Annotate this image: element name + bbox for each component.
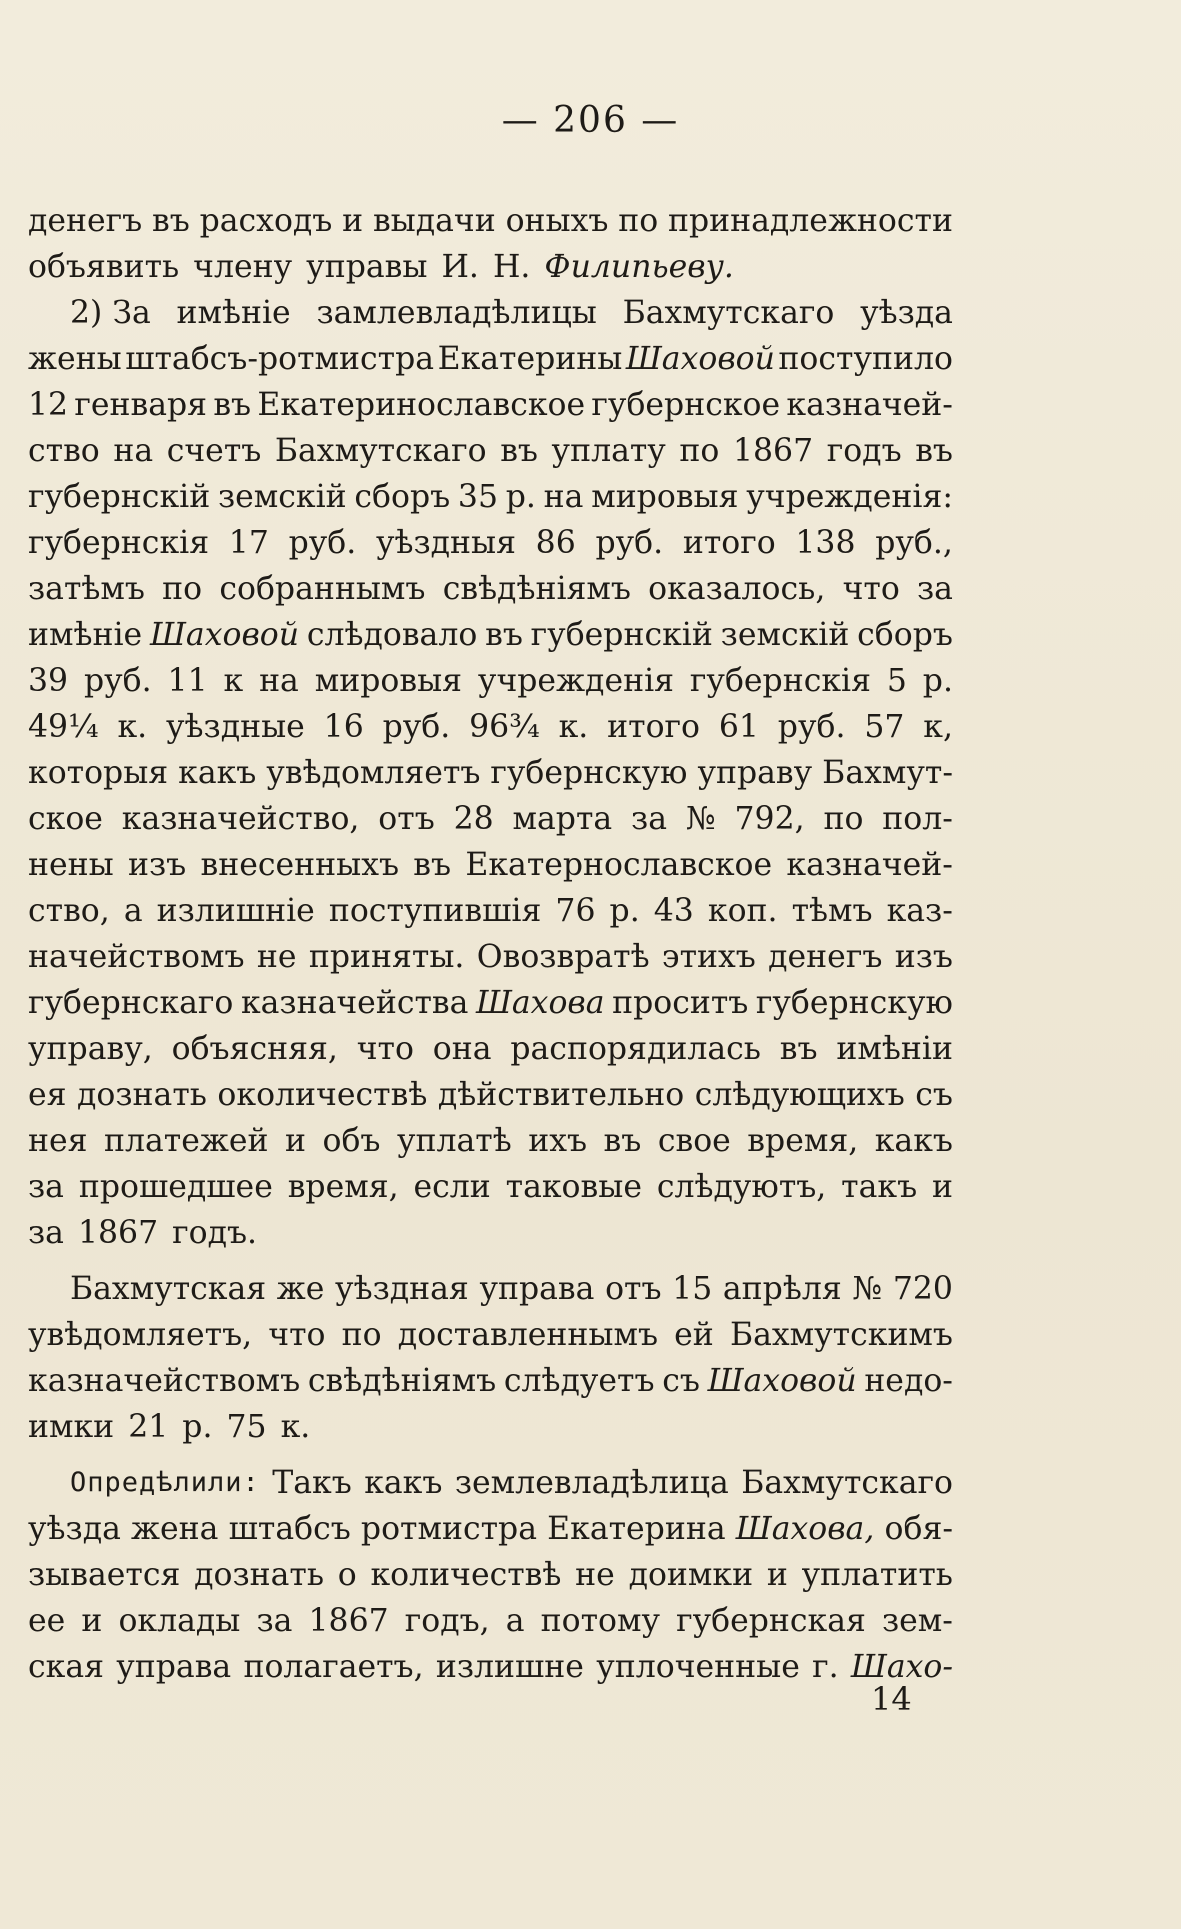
word: отъ (605, 1271, 662, 1307)
word: губернскій (28, 479, 211, 515)
word: уѣздная (335, 1271, 469, 1307)
text-line (28, 290, 953, 336)
word: губернское (591, 387, 781, 423)
word: если (413, 1169, 491, 1205)
word: потому (540, 1603, 660, 1639)
word: денегъ (28, 203, 143, 239)
word: изъ (894, 939, 953, 975)
word: годъ (826, 433, 902, 469)
word: по (341, 1317, 382, 1353)
word: губернскія (689, 663, 871, 699)
signature-mark: 14 (871, 1680, 912, 1718)
word: за (28, 1215, 64, 1251)
word: ское (28, 801, 103, 837)
word: свѣдѣніямъ (307, 1363, 497, 1399)
word: годъ, (404, 1603, 490, 1639)
word: сборъ (857, 617, 953, 653)
word: генваря (74, 387, 208, 423)
text-line (28, 1118, 953, 1164)
word: за (28, 1169, 64, 1205)
word: 61 (718, 709, 759, 745)
word: проситъ (612, 985, 749, 1021)
word: ее (28, 1603, 66, 1639)
word: зывается (28, 1557, 181, 1593)
word: изъ (127, 847, 187, 883)
word: годъ. (172, 1215, 258, 1251)
word: слѣдуютъ, (656, 1169, 827, 1205)
word: губернскій (530, 617, 713, 653)
text-line (28, 244, 953, 290)
word: казначей- (786, 387, 953, 423)
word: Шаховой (625, 341, 775, 377)
word: 792, (734, 801, 805, 837)
text-line (28, 336, 953, 382)
word: штабсъ (228, 1511, 351, 1547)
word: доставленнымъ (397, 1317, 658, 1353)
text-line (28, 980, 953, 1026)
word: въ (500, 433, 538, 469)
word: Бахмутскимъ (729, 1317, 953, 1353)
paragraph-gap (28, 1450, 953, 1460)
word: казначейство, (121, 801, 360, 837)
word: р. (182, 1409, 213, 1445)
word: сборъ (354, 479, 451, 515)
word: Бахмутскаго (741, 1465, 953, 1501)
word: И. (441, 249, 479, 285)
paragraph-gap (28, 1256, 953, 1266)
word: увѣдомляетъ (266, 755, 481, 791)
word: 15 (672, 1271, 713, 1307)
text-line (28, 1598, 953, 1644)
word: р. (609, 893, 640, 929)
word: она (432, 1031, 492, 1067)
word: такъ (841, 1169, 918, 1205)
word: Овозвратѣ (476, 939, 650, 975)
word: 1867 (308, 1603, 389, 1639)
word: губернскаго (28, 985, 234, 1021)
word: которыя (28, 755, 169, 791)
word: ихъ (528, 1123, 588, 1159)
word: члену (193, 249, 293, 285)
word: землевладѣлица (454, 1465, 729, 1501)
word: мировыя (591, 479, 739, 515)
word: 2) За (70, 295, 151, 331)
word: объ (322, 1123, 381, 1159)
word: дознать (77, 1077, 207, 1113)
text-line (28, 1312, 953, 1358)
word: губернская (676, 1603, 866, 1639)
text-line (28, 428, 953, 474)
word: замлевладѣлицы (316, 295, 597, 331)
text-line (28, 1404, 953, 1450)
word: счетъ (166, 433, 262, 469)
word: Шахова, (735, 1511, 875, 1547)
word: 57 (864, 709, 905, 745)
text-line (28, 1210, 953, 1256)
word: распорядилась (510, 1031, 761, 1067)
word: уплату (551, 433, 666, 469)
word: штабсъ-ротмистра (125, 341, 435, 377)
word: Шахо- (850, 1649, 953, 1685)
word: какъ (874, 1123, 953, 1159)
word: какъ (364, 1465, 443, 1501)
text-line (28, 1552, 953, 1598)
word: 138 (795, 525, 856, 561)
word: уплоченные (596, 1649, 800, 1685)
text-line (28, 520, 953, 566)
word: время, (287, 1169, 399, 1205)
word: 76 (555, 893, 596, 929)
word: тѣмъ (791, 893, 873, 929)
word: зем- (881, 1603, 953, 1639)
word: этихъ (661, 939, 756, 975)
word: въ (779, 1031, 818, 1067)
word: к (223, 663, 244, 699)
word: управа (116, 1649, 232, 1685)
word: по (162, 571, 203, 607)
word: а (123, 893, 143, 929)
word: доимки (628, 1557, 754, 1593)
word: слѣдующихъ (694, 1077, 905, 1113)
word: управа (479, 1271, 595, 1307)
text-line (28, 198, 953, 244)
word: въ (603, 1123, 642, 1159)
word: денегъ (768, 939, 883, 975)
word: за (256, 1603, 293, 1639)
word: земскій (720, 617, 850, 653)
text-line (28, 888, 953, 934)
word: на (113, 433, 154, 469)
word: оныхъ (505, 203, 609, 239)
word: руб. (382, 709, 451, 745)
word: казначейства (240, 985, 469, 1021)
body-text (28, 198, 953, 1690)
word: Екатерины (437, 341, 623, 377)
word: руб. (777, 709, 846, 745)
word: казначей- (786, 847, 953, 883)
word: что (356, 1031, 414, 1067)
word: Шаховой (149, 617, 300, 653)
word: въ (915, 433, 953, 469)
word: расходъ (199, 203, 333, 239)
text-line (28, 1460, 953, 1506)
word: и (931, 1169, 953, 1205)
word: руб. (288, 525, 357, 561)
word: г. (812, 1649, 839, 1685)
word: Филипьеву. (544, 249, 734, 285)
word: что (268, 1317, 326, 1353)
word: к. (558, 709, 589, 745)
word: увѣдомляетъ, (28, 1317, 253, 1353)
word: 43 (653, 893, 694, 929)
text-line (28, 566, 953, 612)
word: 16 (323, 709, 364, 745)
word: губернскія (28, 525, 210, 561)
word: управу, (28, 1031, 153, 1067)
word: не (575, 1557, 615, 1593)
word: какъ (178, 755, 257, 791)
word: пол- (882, 801, 953, 837)
word: р. (922, 663, 953, 699)
word: за (917, 571, 953, 607)
word: Бахмут- (822, 755, 953, 791)
word: 17 (228, 525, 269, 561)
word: нея (28, 1123, 88, 1159)
word: Н. (492, 249, 531, 285)
word: принадлежности (667, 203, 953, 239)
word: уѣздные (166, 709, 305, 745)
word: излишніе (156, 893, 315, 929)
word: съ (662, 1363, 700, 1399)
word: Шахова (475, 985, 605, 1021)
word: № (852, 1271, 883, 1307)
text-line (28, 612, 953, 658)
word: Екатерина (547, 1511, 726, 1547)
text-line (28, 658, 953, 704)
word: свое (657, 1123, 731, 1159)
word: итого (607, 709, 701, 745)
word: Екатерноcлавское (465, 847, 773, 883)
word: имки (28, 1409, 115, 1445)
word: жены (28, 341, 122, 377)
word: ство, (28, 893, 110, 929)
word: 1867 (77, 1215, 159, 1251)
word: р. (505, 479, 536, 515)
word: итого (682, 525, 776, 561)
word: съ (915, 1077, 953, 1113)
word: ская (28, 1649, 104, 1685)
text-line (28, 934, 953, 980)
word: слѣдуетъ (503, 1363, 655, 1399)
word: свѣдѣніямъ (442, 571, 631, 607)
word: оказалось, (648, 571, 826, 607)
word: поступило (778, 341, 953, 377)
text-line (28, 1644, 953, 1690)
word: 39 (28, 663, 69, 699)
word: ство (28, 433, 100, 469)
word: 720 (892, 1271, 953, 1307)
word: имѣніе (28, 617, 143, 653)
word: управы (306, 249, 428, 285)
word: въ (213, 387, 252, 423)
word: приняты. (308, 939, 465, 975)
word: Шаховой (707, 1363, 857, 1399)
word: выдачи (372, 203, 496, 239)
word: отъ (378, 801, 435, 837)
word: 12 (28, 387, 69, 423)
word: Екатеринославское (257, 387, 586, 423)
word: излишне (435, 1649, 584, 1685)
word: дѣйствительно (437, 1077, 685, 1113)
word: 5 (886, 663, 907, 699)
word: же (276, 1271, 325, 1307)
word: к, (923, 709, 953, 745)
word: 35 (457, 479, 499, 515)
text-line (28, 750, 953, 796)
word: 86 (535, 525, 576, 561)
word: жена (131, 1511, 219, 1547)
word: поступившія (328, 893, 542, 929)
word: на (259, 663, 299, 699)
text-line (28, 382, 953, 428)
word: губернскую (490, 755, 688, 791)
word: Бахмутская (70, 1271, 267, 1307)
word: 96¾ (469, 709, 540, 745)
word: уѣздныя (375, 525, 516, 561)
word: каз- (886, 893, 953, 929)
word: 21 (128, 1409, 169, 1445)
word: количествѣ (370, 1557, 562, 1593)
word: руб. (83, 663, 152, 699)
word: марта (512, 801, 613, 837)
word: губернскую (755, 985, 953, 1021)
word: учрежденія: (746, 479, 953, 515)
text-line (28, 474, 953, 520)
word: и (766, 1557, 788, 1593)
word: нены (28, 847, 114, 883)
word: недо- (864, 1363, 953, 1399)
word: прошедшее (78, 1169, 273, 1205)
word: к. (117, 709, 148, 745)
text-line (28, 1072, 953, 1118)
word: внесенныхъ (200, 847, 400, 883)
word: руб., (875, 525, 953, 561)
word: 11 (167, 663, 208, 699)
word: затѣмъ (28, 571, 145, 607)
word: ротмистра (360, 1511, 537, 1547)
word: Такъ (272, 1465, 352, 1501)
text-line (28, 1506, 953, 1552)
word: по (679, 433, 720, 469)
word: № (685, 801, 716, 837)
word: земскій (217, 479, 347, 515)
word: объявить (28, 249, 180, 285)
text-line (28, 1358, 953, 1404)
word: мировыя (314, 663, 463, 699)
word: 28 (453, 801, 494, 837)
word: ей (674, 1317, 714, 1353)
word: за (631, 801, 667, 837)
word: 1867 (732, 433, 814, 469)
word: управу (697, 755, 813, 791)
word: 75 (226, 1409, 267, 1445)
word: уплатить (801, 1557, 953, 1593)
word: слѣдовало (306, 617, 478, 653)
word: оклады (118, 1603, 241, 1639)
word: обя- (884, 1511, 953, 1547)
word: не (256, 939, 297, 975)
word: полагаетъ, (243, 1649, 424, 1685)
word: объясняя, (171, 1031, 338, 1067)
word: и (81, 1603, 103, 1639)
word: имѣніи (836, 1031, 953, 1067)
word: въ (485, 617, 523, 653)
word: по (823, 801, 864, 837)
word: въ (413, 847, 452, 883)
word: коп. (707, 893, 778, 929)
word: имѣніе (176, 295, 291, 331)
word: что (842, 571, 900, 607)
word: собраннымъ (219, 571, 426, 607)
word: учрежденія (477, 663, 675, 699)
word: о (337, 1557, 357, 1593)
word: платежей (104, 1123, 269, 1159)
text-line (28, 796, 953, 842)
word: уплатѣ (396, 1123, 512, 1159)
word: уѣзда (860, 295, 953, 331)
word: ея (28, 1077, 67, 1113)
word: казначействомъ (28, 1363, 301, 1399)
word: околичествѣ (217, 1077, 428, 1113)
page-number: — 206 — (501, 100, 680, 141)
word: и (342, 203, 364, 239)
word: 49¼ (28, 709, 99, 745)
word: начействомъ (28, 939, 245, 975)
text-line (28, 842, 953, 888)
text-line (28, 704, 953, 750)
word: к. (280, 1409, 311, 1445)
word: таковые (505, 1169, 642, 1205)
text-line (28, 1266, 953, 1312)
word: Бахмутскаго (622, 295, 835, 331)
text-line (28, 1164, 953, 1210)
word: а (505, 1603, 525, 1639)
word: въ (152, 203, 190, 239)
word: Опредѣлили: (70, 1467, 260, 1498)
word: Бахмутскаго (274, 433, 487, 469)
word: и (284, 1123, 306, 1159)
word: по (618, 203, 659, 239)
word: дознать (194, 1557, 325, 1593)
word: уѣзда (28, 1511, 121, 1547)
word: апрѣля (722, 1271, 842, 1307)
word: руб. (595, 525, 664, 561)
text-line (28, 1026, 953, 1072)
word: на (543, 479, 584, 515)
word: время, (747, 1123, 859, 1159)
